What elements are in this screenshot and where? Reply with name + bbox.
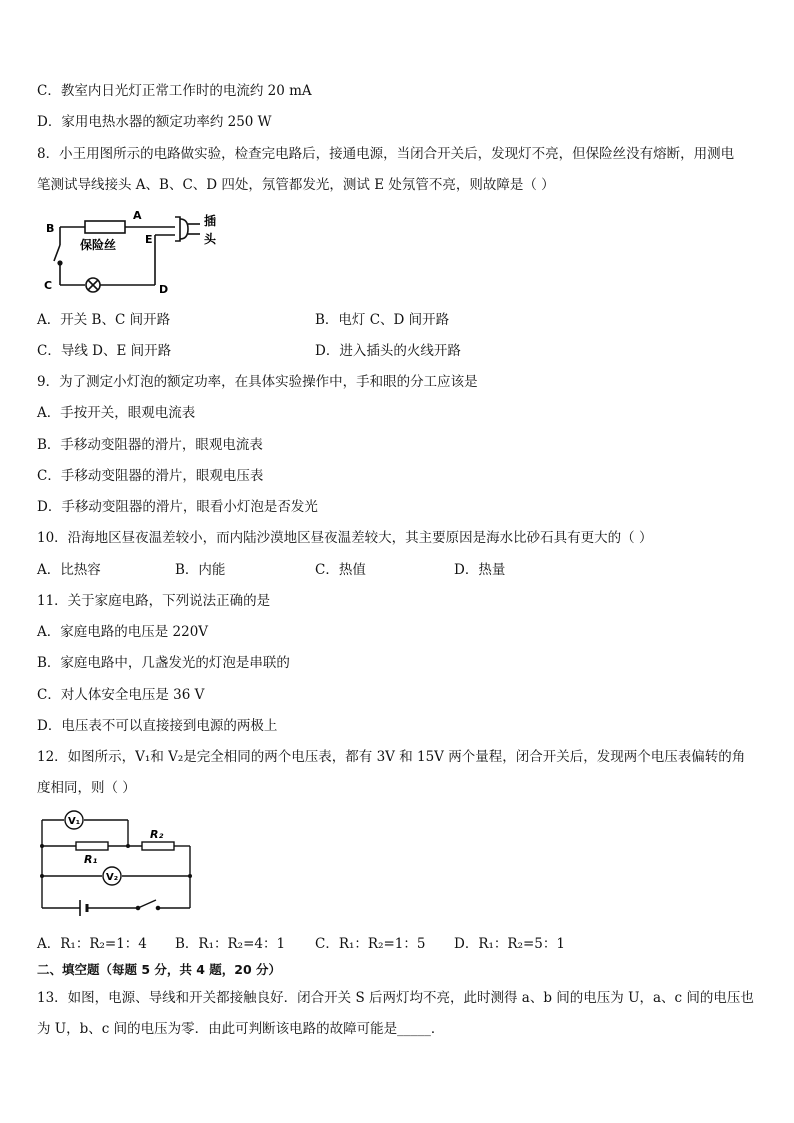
q12-option-a: A．R₁：R₂=1：4 [37,936,147,952]
fig8-label-e: E [145,233,153,246]
option-c-prev: C．教室内日光灯正常工作时的电流约 20 mA [37,83,312,99]
q11-stem: 11．关于家庭电路，下列说法正确的是 [37,593,271,609]
q8-option-c: C．导线 D、E 间开路 [37,343,172,359]
fig12-v2-label: V₂ [106,872,119,883]
q10-option-a: A．比热容 [37,562,101,578]
fig8-label-b: B [46,222,55,235]
fig8-fuse-label: 保险丝 [80,238,117,252]
fig12-r2-label: R₂ [150,828,164,841]
fig8-label-c: C [44,279,53,292]
q12-stem-1: 12．如图所示，V₁和 V₂是完全相同的两个电压表，都有 3V 和 15V 两个量程，闭合开关后，发现两个电压表偏转的角 [37,749,746,765]
q8-option-d: D．进入插头的火线开路 [315,343,461,359]
fig8-label-a: A [133,209,142,222]
q11-option-c: C．对人体安全电压是 36 V [37,687,205,703]
q13-stem-2: 为 U，b、c 间的电压为零．由此可判断该电路的故障可能是_____． [37,1021,445,1037]
option-d-prev: D．家用电热水器的额定功率约 250 W [37,114,272,130]
q8-option-a: A．开关 B、C 间开路 [37,312,171,328]
q12-option-b: B．R₁：R₂=4：1 [175,936,286,952]
section-2-heading: 二、填空题（每题 5 分，共 4 题，20 分） [37,962,282,977]
q9-stem: 9．为了测定小灯泡的额定功率，在具体实验操作中，手和眼的分工应该是 [37,374,478,390]
q10-option-b: B．内能 [175,562,226,578]
q8-circuit-diagram [40,205,230,300]
q11-option-d: D．电压表不可以直接接到电源的两极上 [37,718,278,734]
q8-option-b: B．电灯 C、D 间开路 [315,312,450,328]
q9-option-a: A．手按开关，眼观电流表 [37,405,196,421]
q8-stem-1: 8．小王用图所示的电路做实验，检查完电路后，接通电源，当闭合开关后，发现灯不亮，但保险丝没有熔断，用测电 [37,146,735,162]
q12-option-d: D．R₁：R₂=5：1 [454,936,565,952]
q13-stem-1: 13．如图，电源、导线和开关都接触良好．闭合开关 S 后两灯均不亮，此时测得 a、b 间的电压为 U，a、c 间的电压也 [37,990,754,1006]
fig8-label-d: D [159,283,169,296]
q11-option-a: A．家庭电路的电压是 220V [37,624,209,640]
q12-stem-2: 度相同，则（ ） [37,780,136,796]
fig12-r1-label: R₁ [84,853,98,866]
q8-stem-2: 笔测试导线接头 A、B、C、D 四处，氖管都发光，测试 E 处氖管不亮，则故障是（ ） [37,177,555,193]
q10-option-c: C．热值 [315,562,366,578]
q9-option-b: B．手移动变阻器的滑片，眼观电流表 [37,437,263,453]
q12-option-c: C．R₁：R₂=1：5 [315,936,426,952]
fig12-v1-label: V₁ [68,816,81,827]
q10-option-d: D．热量 [454,562,506,578]
q11-option-b: B．家庭电路中，几盏发光的灯泡是串联的 [37,655,290,671]
q12-circuit-diagram [38,808,198,918]
q10-stem: 10．沿海地区昼夜温差较小，而内陆沙漠地区昼夜温差较大，其主要原因是海水比砂石具有更大的（ ） [37,530,653,546]
q9-option-d: D．手移动变阻器的滑片，眼看小灯泡是否发光 [37,499,318,515]
q9-option-c: C．手移动变阻器的滑片，眼观电压表 [37,468,264,484]
fig8-plug-label-1: 插 [204,214,217,228]
fig8-plug-label-2: 头 [204,232,217,246]
